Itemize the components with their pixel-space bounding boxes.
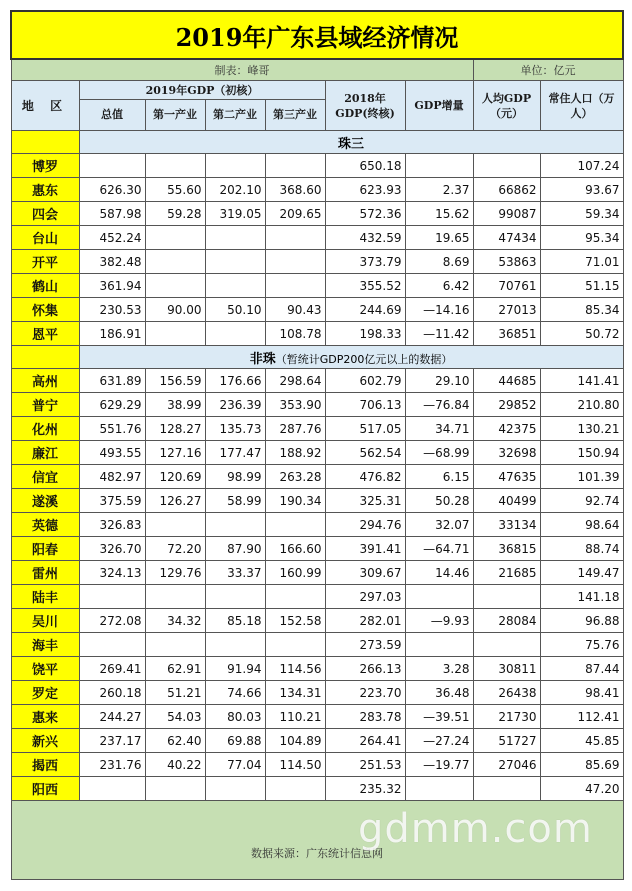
cell-growth: 15.62	[405, 202, 473, 226]
cell-gdp2018: 294.76	[325, 513, 405, 537]
table-row	[11, 705, 623, 729]
cell-growth: 36.48	[405, 681, 473, 705]
cell-secondary: 50.10	[205, 298, 265, 322]
cell-secondary	[205, 274, 265, 298]
cell-total	[79, 633, 145, 657]
cell-tertiary: 134.31	[265, 681, 325, 705]
cell-population: 93.67	[540, 178, 623, 202]
cell-gdp2018: 602.79	[325, 369, 405, 393]
cell-total: 452.24	[79, 226, 145, 250]
cell-growth: 50.28	[405, 489, 473, 513]
cell-total: 382.48	[79, 250, 145, 274]
cell-secondary: 80.03	[205, 705, 265, 729]
cell-tertiary: 110.21	[265, 705, 325, 729]
cell-per-capita	[473, 585, 540, 609]
cell-total: 237.17	[79, 729, 145, 753]
cell-primary: 127.16	[145, 441, 205, 465]
cell-secondary: 87.90	[205, 537, 265, 561]
cell-primary: 55.60	[145, 178, 205, 202]
cell-total: 626.30	[79, 178, 145, 202]
data-source: 数据来源：广东统计信息网	[251, 847, 384, 860]
cell-population: 101.39	[540, 465, 623, 489]
cell-primary: 156.59	[145, 369, 205, 393]
cell-total: 493.55	[79, 441, 145, 465]
cell-per-capita	[473, 633, 540, 657]
section-title: 珠三	[338, 136, 365, 152]
cell-gdp2018: 309.67	[325, 561, 405, 585]
cell-growth: —76.84	[405, 393, 473, 417]
cell-secondary: 74.66	[205, 681, 265, 705]
cell-primary	[145, 226, 205, 250]
cell-tertiary: 190.34	[265, 489, 325, 513]
cell-gdp2018: 223.70	[325, 681, 405, 705]
cell-primary	[145, 513, 205, 537]
table-row	[11, 154, 623, 178]
cell-gdp2018: 266.13	[325, 657, 405, 681]
cell-total: 587.98	[79, 202, 145, 226]
cell-growth: 34.71	[405, 417, 473, 441]
cell-gdp2018: 283.78	[325, 705, 405, 729]
cell-secondary: 98.99	[205, 465, 265, 489]
cell-secondary: 91.94	[205, 657, 265, 681]
cell-secondary	[205, 585, 265, 609]
cell-secondary: 85.18	[205, 609, 265, 633]
cell-total: 272.08	[79, 609, 145, 633]
cell-primary: 51.21	[145, 681, 205, 705]
county-name: 英德	[11, 513, 79, 537]
county-name: 阳西	[11, 777, 79, 801]
cell-gdp2018: 251.53	[325, 753, 405, 777]
cell-growth	[405, 777, 473, 801]
cell-per-capita: 21685	[473, 561, 540, 585]
cell-tertiary: 160.99	[265, 561, 325, 585]
cell-primary: 40.22	[145, 753, 205, 777]
cell-total: 324.13	[79, 561, 145, 585]
cell-tertiary: 108.78	[265, 322, 325, 346]
table-row	[11, 393, 623, 417]
cell-growth: 6.15	[405, 465, 473, 489]
cell-secondary: 176.66	[205, 369, 265, 393]
table-row	[11, 298, 623, 322]
cell-population: 98.41	[540, 681, 623, 705]
cell-secondary: 77.04	[205, 753, 265, 777]
cell-growth: 19.65	[405, 226, 473, 250]
county-name: 博罗	[11, 154, 79, 178]
county-name: 怀集	[11, 298, 79, 322]
cell-per-capita: 99087	[473, 202, 540, 226]
cell-population: 98.64	[540, 513, 623, 537]
cell-total: 231.76	[79, 753, 145, 777]
cell-total: 375.59	[79, 489, 145, 513]
cell-population: 95.34	[540, 226, 623, 250]
cell-per-capita: 36851	[473, 322, 540, 346]
section-header	[11, 131, 623, 154]
table-row	[11, 513, 623, 537]
cell-primary: 126.27	[145, 489, 205, 513]
cell-growth: 3.28	[405, 657, 473, 681]
county-name: 四会	[11, 202, 79, 226]
cell-primary: 72.20	[145, 537, 205, 561]
cell-population: 47.20	[540, 777, 623, 801]
cell-tertiary	[265, 226, 325, 250]
county-name: 陆丰	[11, 585, 79, 609]
cell-per-capita: 44685	[473, 369, 540, 393]
cell-primary: 129.76	[145, 561, 205, 585]
cell-secondary: 236.39	[205, 393, 265, 417]
section-header	[11, 346, 623, 369]
cell-per-capita: 70761	[473, 274, 540, 298]
cell-population: 150.94	[540, 441, 623, 465]
cell-per-capita: 32698	[473, 441, 540, 465]
cell-secondary	[205, 322, 265, 346]
cell-tertiary: 152.58	[265, 609, 325, 633]
county-name: 饶平	[11, 657, 79, 681]
cell-total: 482.97	[79, 465, 145, 489]
cell-secondary	[205, 633, 265, 657]
header-tertiary: 第三产业	[265, 100, 325, 131]
table-row	[11, 609, 623, 633]
cell-population: 96.88	[540, 609, 623, 633]
cell-primary: 59.28	[145, 202, 205, 226]
cell-growth	[405, 154, 473, 178]
county-name: 新兴	[11, 729, 79, 753]
cell-per-capita: 26438	[473, 681, 540, 705]
cell-gdp2018: 391.41	[325, 537, 405, 561]
county-name: 惠东	[11, 178, 79, 202]
cell-total: 551.76	[79, 417, 145, 441]
county-name: 普宁	[11, 393, 79, 417]
cell-gdp2018: 432.59	[325, 226, 405, 250]
cell-primary: 62.40	[145, 729, 205, 753]
header-secondary: 第二产业	[205, 100, 265, 131]
header-region: 地 区	[11, 81, 79, 131]
cell-tertiary: 188.92	[265, 441, 325, 465]
cell-gdp2018: 476.82	[325, 465, 405, 489]
cell-growth: 2.37	[405, 178, 473, 202]
county-name: 阳春	[11, 537, 79, 561]
cell-total: 230.53	[79, 298, 145, 322]
cell-per-capita: 47635	[473, 465, 540, 489]
county-name: 开平	[11, 250, 79, 274]
cell-per-capita: 30811	[473, 657, 540, 681]
cell-secondary	[205, 250, 265, 274]
cell-population: 88.74	[540, 537, 623, 561]
cell-population: 75.76	[540, 633, 623, 657]
header-total: 总值	[79, 100, 145, 131]
cell-gdp2018: 244.69	[325, 298, 405, 322]
cell-tertiary: 209.65	[265, 202, 325, 226]
cell-gdp2018: 650.18	[325, 154, 405, 178]
cell-growth	[405, 585, 473, 609]
cell-tertiary: 298.64	[265, 369, 325, 393]
cell-total: 326.70	[79, 537, 145, 561]
cell-growth: —39.51	[405, 705, 473, 729]
cell-tertiary: 287.76	[265, 417, 325, 441]
cell-primary	[145, 322, 205, 346]
county-name: 鹤山	[11, 274, 79, 298]
cell-secondary: 135.73	[205, 417, 265, 441]
cell-growth: 8.69	[405, 250, 473, 274]
cell-total	[79, 585, 145, 609]
cell-growth: 14.46	[405, 561, 473, 585]
cell-gdp2018: 572.36	[325, 202, 405, 226]
cell-per-capita: 33134	[473, 513, 540, 537]
cell-total: 629.29	[79, 393, 145, 417]
table-row	[11, 777, 623, 801]
cell-total: 269.41	[79, 657, 145, 681]
cell-growth: —68.99	[405, 441, 473, 465]
cell-per-capita: 40499	[473, 489, 540, 513]
cell-secondary	[205, 513, 265, 537]
section-label	[79, 131, 623, 154]
cell-population: 85.69	[540, 753, 623, 777]
cell-primary: 120.69	[145, 465, 205, 489]
cell-per-capita: 53863	[473, 250, 540, 274]
cell-secondary: 319.05	[205, 202, 265, 226]
section-title: 非珠	[249, 351, 276, 367]
cell-secondary	[205, 154, 265, 178]
header-growth: GDP增量	[405, 81, 473, 131]
cell-population: 112.41	[540, 705, 623, 729]
county-name: 台山	[11, 226, 79, 250]
cell-gdp2018: 273.59	[325, 633, 405, 657]
cell-tertiary: 166.60	[265, 537, 325, 561]
cell-total	[79, 154, 145, 178]
county-name: 恩平	[11, 322, 79, 346]
cell-gdp2018: 198.33	[325, 322, 405, 346]
cell-per-capita: 42375	[473, 417, 540, 441]
cell-total: 361.94	[79, 274, 145, 298]
cell-secondary	[205, 777, 265, 801]
cell-tertiary	[265, 633, 325, 657]
table-row	[11, 585, 623, 609]
table-row	[11, 681, 623, 705]
cell-per-capita	[473, 154, 540, 178]
table-row	[11, 369, 623, 393]
cell-population: 210.80	[540, 393, 623, 417]
county-name: 遂溪	[11, 489, 79, 513]
cell-primary: 38.99	[145, 393, 205, 417]
cell-per-capita: 27013	[473, 298, 540, 322]
cell-growth: —19.77	[405, 753, 473, 777]
cell-per-capita: 51727	[473, 729, 540, 753]
section-note: （暂统计GDP200亿元以上的数据）	[275, 352, 453, 366]
cell-gdp2018: 325.31	[325, 489, 405, 513]
cell-primary: 90.00	[145, 298, 205, 322]
cell-growth	[405, 633, 473, 657]
table-row	[11, 633, 623, 657]
cell-primary: 34.32	[145, 609, 205, 633]
cell-gdp2018: 235.32	[325, 777, 405, 801]
cell-gdp2018: 373.79	[325, 250, 405, 274]
cell-population: 85.34	[540, 298, 623, 322]
cell-population: 141.18	[540, 585, 623, 609]
header-per-capita: 人均GDP（元）	[473, 81, 540, 131]
cell-secondary: 69.88	[205, 729, 265, 753]
cell-secondary: 177.47	[205, 441, 265, 465]
cell-tertiary	[265, 777, 325, 801]
header-population: 常住人口（万人）	[540, 81, 623, 131]
cell-secondary: 202.10	[205, 178, 265, 202]
cell-total: 244.27	[79, 705, 145, 729]
table-row	[11, 729, 623, 753]
header-gdp2019: 2019年GDP（初核）	[79, 81, 325, 100]
table-row	[11, 178, 623, 202]
cell-growth: 32.07	[405, 513, 473, 537]
cell-primary	[145, 777, 205, 801]
cell-per-capita: 21730	[473, 705, 540, 729]
cell-tertiary: 368.60	[265, 178, 325, 202]
table-row	[11, 465, 623, 489]
cell-population: 50.72	[540, 322, 623, 346]
cell-primary	[145, 154, 205, 178]
cell-population: 59.34	[540, 202, 623, 226]
table-row	[11, 489, 623, 513]
county-name: 廉江	[11, 441, 79, 465]
cell-growth: —64.71	[405, 537, 473, 561]
cell-population: 92.74	[540, 489, 623, 513]
gdp-sheet	[10, 10, 622, 881]
cell-primary: 128.27	[145, 417, 205, 441]
cell-per-capita: 47434	[473, 226, 540, 250]
cell-primary	[145, 585, 205, 609]
section-label	[79, 346, 623, 369]
cell-primary	[145, 250, 205, 274]
cell-tertiary: 114.56	[265, 657, 325, 681]
cell-total	[79, 777, 145, 801]
cell-tertiary	[265, 585, 325, 609]
county-gdp-table	[10, 10, 624, 880]
table-row	[11, 561, 623, 585]
cell-secondary: 33.37	[205, 561, 265, 585]
table-row	[11, 537, 623, 561]
cell-tertiary	[265, 154, 325, 178]
cell-population: 141.41	[540, 369, 623, 393]
cell-primary: 62.91	[145, 657, 205, 681]
cell-tertiary: 104.89	[265, 729, 325, 753]
county-name: 罗定	[11, 681, 79, 705]
cell-growth: 29.10	[405, 369, 473, 393]
cell-per-capita: 28084	[473, 609, 540, 633]
table-row	[11, 657, 623, 681]
header-gdp2018: 2018年GDP(终核)	[325, 81, 405, 131]
cell-growth: 6.42	[405, 274, 473, 298]
author-note: 制表：峰哥	[11, 59, 473, 81]
cell-population: 107.24	[540, 154, 623, 178]
cell-total: 326.83	[79, 513, 145, 537]
cell-gdp2018: 623.93	[325, 178, 405, 202]
cell-primary	[145, 633, 205, 657]
cell-per-capita: 29852	[473, 393, 540, 417]
table-row	[11, 417, 623, 441]
cell-population: 149.47	[540, 561, 623, 585]
watermark-text: gdmm.com	[358, 806, 593, 852]
cell-total: 186.91	[79, 322, 145, 346]
cell-secondary	[205, 226, 265, 250]
cell-population: 51.15	[540, 274, 623, 298]
cell-primary	[145, 274, 205, 298]
county-name: 海丰	[11, 633, 79, 657]
unit-note: 单位：亿元	[473, 59, 623, 81]
cell-growth: —27.24	[405, 729, 473, 753]
cell-population: 130.21	[540, 417, 623, 441]
section-marker	[11, 131, 79, 154]
cell-tertiary: 90.43	[265, 298, 325, 322]
table-row	[11, 274, 623, 298]
county-name: 化州	[11, 417, 79, 441]
county-name: 高州	[11, 369, 79, 393]
page-title: 2019年广东县域经济情况	[11, 11, 623, 59]
table-row	[11, 226, 623, 250]
cell-gdp2018: 706.13	[325, 393, 405, 417]
cell-per-capita: 66862	[473, 178, 540, 202]
cell-tertiary	[265, 274, 325, 298]
cell-per-capita: 36815	[473, 537, 540, 561]
cell-gdp2018: 264.41	[325, 729, 405, 753]
cell-gdp2018: 282.01	[325, 609, 405, 633]
cell-growth: —9.93	[405, 609, 473, 633]
cell-secondary: 58.99	[205, 489, 265, 513]
cell-gdp2018: 562.54	[325, 441, 405, 465]
county-name: 吴川	[11, 609, 79, 633]
cell-tertiary	[265, 513, 325, 537]
cell-gdp2018: 517.05	[325, 417, 405, 441]
table-row	[11, 753, 623, 777]
cell-tertiary: 353.90	[265, 393, 325, 417]
table-row	[11, 202, 623, 226]
cell-tertiary	[265, 250, 325, 274]
cell-per-capita	[473, 777, 540, 801]
cell-tertiary: 114.50	[265, 753, 325, 777]
cell-growth: —11.42	[405, 322, 473, 346]
cell-gdp2018: 297.03	[325, 585, 405, 609]
county-name: 雷州	[11, 561, 79, 585]
county-name: 揭西	[11, 753, 79, 777]
cell-primary: 54.03	[145, 705, 205, 729]
table-row	[11, 322, 623, 346]
county-name: 惠来	[11, 705, 79, 729]
cell-total: 260.18	[79, 681, 145, 705]
cell-tertiary: 263.28	[265, 465, 325, 489]
cell-gdp2018: 355.52	[325, 274, 405, 298]
section-marker	[11, 346, 79, 369]
header-primary: 第一产业	[145, 100, 205, 131]
table-row	[11, 441, 623, 465]
cell-per-capita: 27046	[473, 753, 540, 777]
cell-total: 631.89	[79, 369, 145, 393]
table-row	[11, 250, 623, 274]
county-name: 信宜	[11, 465, 79, 489]
cell-growth: —14.16	[405, 298, 473, 322]
cell-population: 45.85	[540, 729, 623, 753]
cell-population: 87.44	[540, 657, 623, 681]
cell-population: 71.01	[540, 250, 623, 274]
